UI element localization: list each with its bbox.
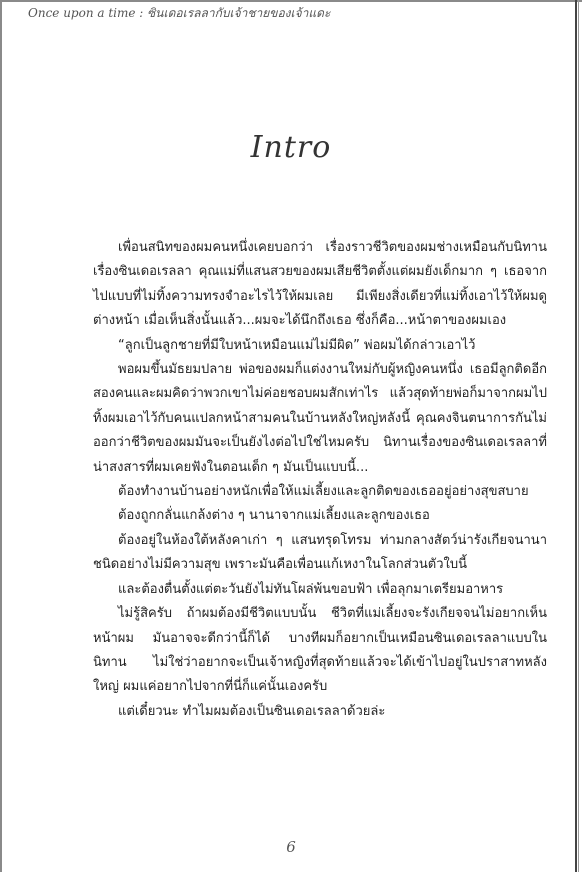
- chapter-body: [93, 236, 547, 724]
- chapter-title: Intro: [250, 130, 332, 165]
- paragraph: แต่เดี๋ยวนะ ทำไมผมต้องเป็นซินเดอเรลลาด้วยล่ะ: [118, 703, 386, 719]
- page-edge-top: [0, 0, 582, 2]
- running-header: Once upon a time : ซินเดอเรลลากับเจ้าชายของเจ้าแดะ: [28, 6, 331, 20]
- paragraph: และต้องตื่นตั้งแต่ตะวันยังไม่ทันโผล่พ้นขอบฟ้า เพื่อลุกมาเตรียมอาหาร: [118, 581, 504, 597]
- page-number: 6: [286, 838, 296, 856]
- paragraph: ไม่รู้สิครับ ถ้าผมต้องมีชีวิตแบบนั้น ชีวิตที่แม่เลี้ยงจะรังเกียจจนไม่อยากเห็นหน้าผม มันอาจจะดีกว่านี้ก็ได้ บางทีผมก็อยากเป็นเหมือนซินเดอเรลลาแบบในนิทาน ไม่ใช่ว่าอยากจะเป็นเจ้าหญิงที่สุดท้ายแล้วจะได้เข้าไปอยู่ในปราสาทหลังใหญ่ ผมแค่อยากไปจากที่นี่ก็แค่นั้นเองครับ: [93, 606, 547, 695]
- paragraph: ต้องอยู่ในห้องใต้หลังคาเก่า ๆ แสนทรุดโทรม ท่ามกลางสัตว์น่ารังเกียจนานาชนิดอย่างไม่มีความสุข เพราะมันคือเพื่อนแก้เหงาในโลกส่วนตัวใบนี้: [93, 532, 547, 573]
- paragraph: เพื่อนสนิทของผมคนหนึ่งเคยบอกว่า เรื่องราวชีวิตของผมช่างเหมือนกับนิทานเรื่องซินเดอเรลลา คุณแม่ที่แสนสวยของผมเสียชีวิตตั้งแต่ผมยังเด็กมาก ๆ เธอจากไปแบบที่ไม่ทิ้งความทรงจำอะไรไว้ให้ผมเลย มีเพียงสิ่งเดียวที่แม่ทิ้งเอาไว้ให้ผมดูต่างหน้า เมื่อเห็นสิ่งนั้นแล้ว...ผมจะได้นึกถึงเธอ ซึ่งก็คือ...หน้าตาของผมเอง: [93, 240, 547, 329]
- paragraph: ต้องทำงานบ้านอย่างหนักเพื่อให้แม่เลี้ยงและลูกติดของเธออยู่อย่างสุขสบาย: [118, 484, 529, 500]
- paragraph: “ลูกเป็นลูกชายที่มีใบหน้าเหมือนแม่ไม่มีผิด” พ่อผมได้กล่าวเอาไว้: [118, 337, 476, 353]
- paragraph: ต้องถูกกลั่นแกล้งต่าง ๆ นานาจากแม่เลี้ยงและลูกของเธอ: [118, 508, 430, 524]
- paragraph: พอผมขึ้นมัธยมปลาย พ่อของผมก็แต่งงานใหม่กับผู้หญิงคนหนึ่ง เธอมีลูกติดอีกสองคนและผมคิดว่าพวกเขาไม่ค่อยชอบผมสักเท่าไร แล้วสุดท้ายพ่อก็มาจากผมไป ทิ้งผมเอาไว้กับคนแปลกหน้าสามคนในบ้านหลังใหญ่หลังนี้ คุณคงจินตนาการกันไม่ออกว่าชีวิตของผมมันจะเป็นยังไงต่อไปใช่ไหมครับ นิทานเรื่องของซินเดอเรลลาที่น่าสงสารที่ผมเคยฟังในตอนเด็ก ๆ มันเป็นแบบนี้...: [93, 362, 547, 475]
